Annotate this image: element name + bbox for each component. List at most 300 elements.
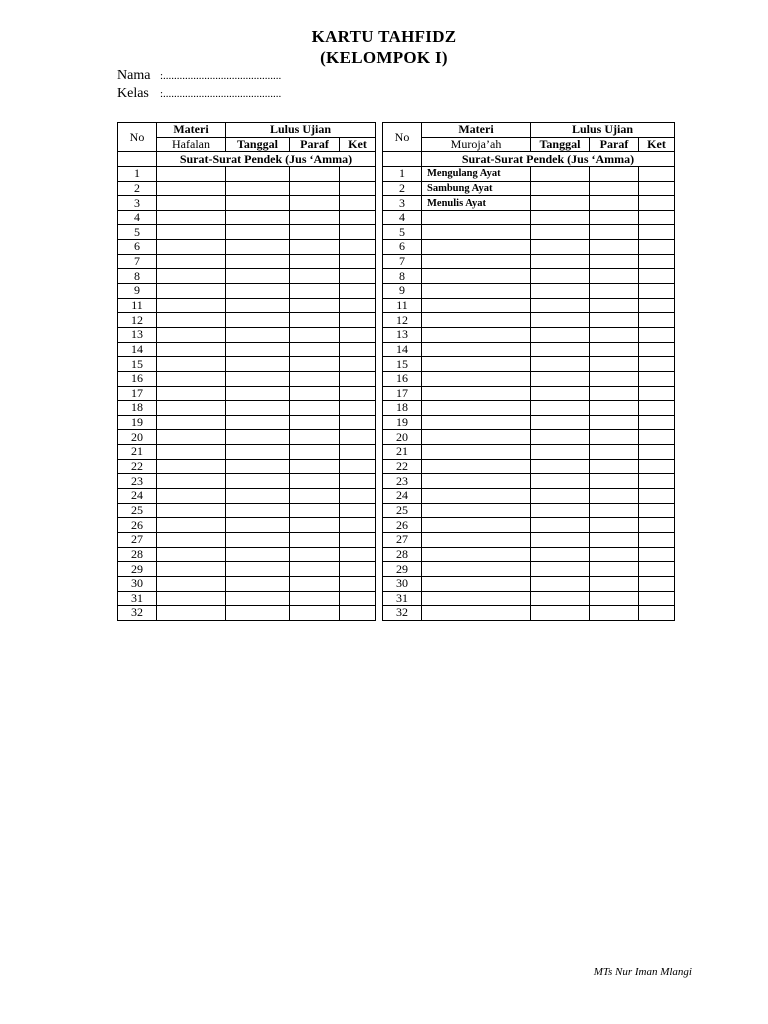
row-materi[interactable]: [157, 254, 226, 269]
row-ket-cell[interactable]: [639, 503, 675, 518]
row-paraf-cell[interactable]: [590, 298, 639, 313]
row-paraf-cell[interactable]: [590, 240, 639, 255]
row-tanggal-cell[interactable]: [531, 474, 590, 489]
row-materi[interactable]: [157, 591, 226, 606]
row-materi[interactable]: [157, 518, 226, 533]
row-number: 2: [383, 181, 422, 196]
row-paraf-cell[interactable]: [290, 503, 340, 518]
row-tanggal-cell[interactable]: [531, 415, 590, 430]
row-ket-cell[interactable]: [639, 166, 675, 181]
table-row: [118, 298, 376, 313]
row-paraf-cell[interactable]: [590, 547, 639, 562]
row-paraf-cell[interactable]: [290, 576, 340, 591]
row-tanggal-cell[interactable]: [531, 386, 590, 401]
row-tanggal-cell[interactable]: [226, 284, 290, 299]
page-subtitle: (KELOMPOK I): [320, 48, 448, 67]
row-ket-cell[interactable]: [340, 357, 376, 372]
row-ket-cell[interactable]: [340, 196, 376, 211]
row-tanggal-cell[interactable]: [226, 518, 290, 533]
row-tanggal-cell[interactable]: [226, 474, 290, 489]
row-materi[interactable]: [422, 254, 531, 269]
row-ket-cell[interactable]: [639, 430, 675, 445]
row-materi[interactable]: [422, 459, 531, 474]
row-paraf-cell[interactable]: [290, 240, 340, 255]
table-row: [383, 415, 675, 430]
row-tanggal-cell[interactable]: [226, 181, 290, 196]
row-paraf-cell[interactable]: [590, 181, 639, 196]
row-number: 16: [383, 371, 422, 386]
row-tanggal-cell[interactable]: [531, 210, 590, 225]
table-row: [118, 327, 376, 342]
row-tanggal-cell[interactable]: [226, 357, 290, 372]
row-tanggal-cell[interactable]: [531, 562, 590, 577]
row-number: 3: [118, 196, 157, 211]
row-materi[interactable]: [422, 591, 531, 606]
row-number: 11: [383, 298, 422, 313]
row-ket-cell[interactable]: [639, 459, 675, 474]
row-tanggal-cell[interactable]: [531, 327, 590, 342]
row-ket-cell[interactable]: [639, 415, 675, 430]
row-materi[interactable]: [422, 489, 531, 504]
row-tanggal-cell[interactable]: [226, 606, 290, 621]
row-ket-cell[interactable]: [639, 284, 675, 299]
row-ket-cell[interactable]: [340, 415, 376, 430]
row-materi[interactable]: [422, 269, 531, 284]
page-title: KARTU TAHFIDZ: [311, 27, 457, 46]
row-paraf-cell[interactable]: [590, 489, 639, 504]
row-tanggal-cell[interactable]: [226, 591, 290, 606]
table-row: [383, 474, 675, 489]
row-tanggal-cell[interactable]: [531, 591, 590, 606]
row-tanggal-cell[interactable]: [531, 357, 590, 372]
row-paraf-cell[interactable]: [590, 532, 639, 547]
row-materi[interactable]: [157, 225, 226, 240]
row-ket-cell[interactable]: [639, 210, 675, 225]
row-ket-cell[interactable]: [340, 401, 376, 416]
row-materi[interactable]: [422, 547, 531, 562]
row-paraf-cell[interactable]: [590, 562, 639, 577]
row-tanggal-cell[interactable]: [531, 196, 590, 211]
row-ket-cell[interactable]: [639, 313, 675, 328]
row-tanggal-cell[interactable]: [226, 342, 290, 357]
row-ket-cell[interactable]: [340, 547, 376, 562]
row-tanggal-cell[interactable]: [226, 401, 290, 416]
row-tanggal-cell[interactable]: [226, 415, 290, 430]
row-tanggal-cell[interactable]: [531, 445, 590, 460]
row-materi[interactable]: [157, 489, 226, 504]
row-ket-cell[interactable]: [340, 576, 376, 591]
row-materi[interactable]: [157, 606, 226, 621]
row-paraf-cell[interactable]: [290, 547, 340, 562]
row-materi[interactable]: [422, 474, 531, 489]
row-number: 31: [118, 591, 157, 606]
row-materi[interactable]: [422, 401, 531, 416]
row-ket-cell[interactable]: [340, 254, 376, 269]
row-materi[interactable]: [157, 459, 226, 474]
section-spacer: [118, 152, 157, 167]
row-ket-cell[interactable]: [340, 166, 376, 181]
row-number: 29: [383, 562, 422, 577]
row-paraf-cell[interactable]: [590, 210, 639, 225]
row-paraf-cell[interactable]: [590, 371, 639, 386]
row-tanggal-cell[interactable]: [531, 181, 590, 196]
row-paraf-cell[interactable]: [590, 503, 639, 518]
table-row: [118, 445, 376, 460]
row-paraf-cell[interactable]: [590, 606, 639, 621]
row-paraf-cell[interactable]: [590, 474, 639, 489]
row-materi[interactable]: [157, 386, 226, 401]
row-paraf-cell[interactable]: [590, 415, 639, 430]
row-ket-cell[interactable]: [639, 327, 675, 342]
row-tanggal-cell[interactable]: [226, 371, 290, 386]
row-tanggal-cell[interactable]: [226, 503, 290, 518]
row-paraf-cell[interactable]: [290, 166, 340, 181]
row-paraf-cell[interactable]: [590, 401, 639, 416]
row-paraf-cell[interactable]: [290, 371, 340, 386]
row-materi[interactable]: [422, 313, 531, 328]
row-tanggal-cell[interactable]: [531, 225, 590, 240]
row-number: 7: [383, 254, 422, 269]
row-paraf-cell[interactable]: [590, 576, 639, 591]
row-ket-cell[interactable]: [340, 474, 376, 489]
row-paraf-cell[interactable]: [590, 313, 639, 328]
row-paraf-cell[interactable]: [290, 489, 340, 504]
row-tanggal-cell[interactable]: [531, 518, 590, 533]
row-materi[interactable]: [422, 430, 531, 445]
row-ket-cell[interactable]: [639, 240, 675, 255]
row-ket-cell[interactable]: [340, 342, 376, 357]
table-row: [118, 357, 376, 372]
row-paraf-cell[interactable]: [590, 196, 639, 211]
row-paraf-cell[interactable]: [290, 518, 340, 533]
row-number: 18: [383, 401, 422, 416]
row-paraf-cell[interactable]: [290, 474, 340, 489]
row-ket-cell[interactable]: [340, 562, 376, 577]
row-materi[interactable]: [157, 166, 226, 181]
row-paraf-cell[interactable]: [290, 532, 340, 547]
row-materi[interactable]: [157, 342, 226, 357]
table-row: [118, 166, 376, 181]
row-tanggal-cell[interactable]: [531, 269, 590, 284]
row-number: 18: [118, 401, 157, 416]
row-ket-cell[interactable]: [639, 181, 675, 196]
row-paraf-cell[interactable]: [290, 298, 340, 313]
row-tanggal-cell[interactable]: [531, 298, 590, 313]
row-materi[interactable]: [157, 415, 226, 430]
header-paraf: Paraf: [590, 137, 639, 152]
row-paraf-cell[interactable]: [590, 459, 639, 474]
row-materi[interactable]: [157, 240, 226, 255]
row-number: 8: [383, 269, 422, 284]
row-ket-cell[interactable]: [639, 254, 675, 269]
row-materi[interactable]: [157, 284, 226, 299]
row-materi[interactable]: [422, 562, 531, 577]
table-row: [118, 401, 376, 416]
row-ket-cell[interactable]: [340, 503, 376, 518]
row-tanggal-cell[interactable]: [226, 269, 290, 284]
row-paraf-cell[interactable]: [590, 254, 639, 269]
field-nama-value[interactable]: :...........................................: [160, 70, 282, 82]
row-ket-cell[interactable]: [340, 313, 376, 328]
row-number: 20: [118, 430, 157, 445]
row-ket-cell[interactable]: [639, 518, 675, 533]
row-materi[interactable]: [157, 503, 226, 518]
row-ket-cell[interactable]: [639, 489, 675, 504]
row-paraf-cell[interactable]: [290, 327, 340, 342]
header-tanggal: Tanggal: [531, 137, 590, 152]
row-ket-cell[interactable]: [340, 518, 376, 533]
row-materi[interactable]: Mengulang Ayat: [422, 166, 531, 181]
row-materi[interactable]: [422, 298, 531, 313]
row-materi[interactable]: [422, 342, 531, 357]
row-tanggal-cell[interactable]: [531, 489, 590, 504]
row-tanggal-cell[interactable]: [226, 225, 290, 240]
row-ket-cell[interactable]: [340, 240, 376, 255]
row-paraf-cell[interactable]: [290, 606, 340, 621]
row-ket-cell[interactable]: [639, 371, 675, 386]
row-tanggal-cell[interactable]: [226, 166, 290, 181]
row-tanggal-cell[interactable]: [226, 489, 290, 504]
row-materi[interactable]: [157, 576, 226, 591]
row-tanggal-cell[interactable]: [226, 210, 290, 225]
row-paraf-cell[interactable]: [290, 284, 340, 299]
row-ket-cell[interactable]: [639, 196, 675, 211]
row-ket-cell[interactable]: [340, 269, 376, 284]
row-tanggal-cell[interactable]: [226, 459, 290, 474]
row-tanggal-cell[interactable]: [531, 576, 590, 591]
row-tanggal-cell[interactable]: [226, 240, 290, 255]
row-materi[interactable]: [157, 562, 226, 577]
row-ket-cell[interactable]: [340, 489, 376, 504]
row-ket-cell[interactable]: [639, 474, 675, 489]
row-paraf-cell[interactable]: [590, 284, 639, 299]
row-materi[interactable]: [157, 210, 226, 225]
row-tanggal-cell[interactable]: [531, 430, 590, 445]
row-ket-cell[interactable]: [639, 269, 675, 284]
row-tanggal-cell[interactable]: [226, 327, 290, 342]
row-number: 21: [383, 445, 422, 460]
row-materi[interactable]: [157, 313, 226, 328]
row-paraf-cell[interactable]: [290, 210, 340, 225]
row-paraf-cell[interactable]: [290, 591, 340, 606]
row-paraf-cell[interactable]: [290, 357, 340, 372]
row-materi[interactable]: [422, 386, 531, 401]
row-tanggal-cell[interactable]: [531, 371, 590, 386]
row-number: 32: [383, 606, 422, 621]
row-ket-cell[interactable]: [639, 591, 675, 606]
row-number: 29: [118, 562, 157, 577]
row-paraf-cell[interactable]: [290, 430, 340, 445]
row-number: 19: [118, 415, 157, 430]
row-materi[interactable]: [422, 576, 531, 591]
row-materi[interactable]: [422, 445, 531, 460]
row-paraf-cell[interactable]: [290, 415, 340, 430]
row-ket-cell[interactable]: [639, 562, 675, 577]
row-number: 7: [118, 254, 157, 269]
row-materi[interactable]: [157, 357, 226, 372]
row-tanggal-cell[interactable]: [226, 532, 290, 547]
row-tanggal-cell[interactable]: [226, 298, 290, 313]
row-materi[interactable]: [157, 547, 226, 562]
row-materi[interactable]: [422, 240, 531, 255]
row-tanggal-cell[interactable]: [226, 562, 290, 577]
row-materi[interactable]: Sambung Ayat: [422, 181, 531, 196]
row-paraf-cell[interactable]: [590, 357, 639, 372]
row-paraf-cell[interactable]: [290, 459, 340, 474]
row-materi[interactable]: [422, 327, 531, 342]
row-materi[interactable]: [422, 210, 531, 225]
row-ket-cell[interactable]: [340, 459, 376, 474]
row-paraf-cell[interactable]: [590, 445, 639, 460]
row-materi[interactable]: [157, 532, 226, 547]
row-ket-cell[interactable]: [340, 371, 376, 386]
row-paraf-cell[interactable]: [290, 269, 340, 284]
row-tanggal-cell[interactable]: [531, 503, 590, 518]
table-body: [118, 166, 376, 620]
row-tanggal-cell[interactable]: [226, 445, 290, 460]
row-paraf-cell[interactable]: [590, 166, 639, 181]
row-tanggal-cell[interactable]: [531, 547, 590, 562]
row-tanggal-cell[interactable]: [226, 547, 290, 562]
row-paraf-cell[interactable]: [590, 225, 639, 240]
row-materi[interactable]: [422, 606, 531, 621]
row-materi[interactable]: [157, 269, 226, 284]
row-tanggal-cell[interactable]: [531, 606, 590, 621]
row-ket-cell[interactable]: [639, 357, 675, 372]
row-materi[interactable]: [422, 518, 531, 533]
row-materi[interactable]: [422, 225, 531, 240]
row-tanggal-cell[interactable]: [531, 313, 590, 328]
row-paraf-cell[interactable]: [290, 254, 340, 269]
row-paraf-cell[interactable]: [290, 181, 340, 196]
row-paraf-cell[interactable]: [590, 386, 639, 401]
table-row: [383, 284, 675, 299]
row-ket-cell[interactable]: [340, 386, 376, 401]
row-tanggal-cell[interactable]: [531, 532, 590, 547]
table-row: [383, 459, 675, 474]
row-materi[interactable]: [157, 181, 226, 196]
row-tanggal-cell[interactable]: [531, 284, 590, 299]
row-ket-cell[interactable]: [639, 576, 675, 591]
row-ket-cell[interactable]: [340, 298, 376, 313]
row-materi[interactable]: [157, 196, 226, 211]
row-ket-cell[interactable]: [340, 284, 376, 299]
section-header: Surat-Surat Pendek (Jus ‘Amma): [422, 152, 675, 167]
row-materi[interactable]: Menulis Ayat: [422, 196, 531, 211]
row-tanggal-cell[interactable]: [226, 386, 290, 401]
table-row: [383, 518, 675, 533]
row-tanggal-cell[interactable]: [531, 459, 590, 474]
table-row: [118, 576, 376, 591]
row-tanggal-cell[interactable]: [226, 430, 290, 445]
field-kelas-value[interactable]: :...........................................: [160, 88, 282, 100]
row-ket-cell[interactable]: [639, 606, 675, 621]
row-materi[interactable]: [157, 327, 226, 342]
row-paraf-cell[interactable]: [290, 562, 340, 577]
row-ket-cell[interactable]: [639, 342, 675, 357]
row-paraf-cell[interactable]: [590, 518, 639, 533]
row-materi[interactable]: [422, 357, 531, 372]
table-row: [118, 518, 376, 533]
row-materi[interactable]: [422, 371, 531, 386]
row-tanggal-cell[interactable]: [226, 313, 290, 328]
row-materi[interactable]: [422, 415, 531, 430]
table-row: [383, 225, 675, 240]
row-ket-cell[interactable]: [639, 298, 675, 313]
row-tanggal-cell[interactable]: [531, 166, 590, 181]
row-tanggal-cell[interactable]: [531, 240, 590, 255]
table-row: [118, 284, 376, 299]
header-ket: Ket: [639, 137, 675, 152]
row-materi[interactable]: [157, 401, 226, 416]
row-paraf-cell[interactable]: [290, 342, 340, 357]
row-materi[interactable]: [157, 445, 226, 460]
row-ket-cell[interactable]: [340, 327, 376, 342]
row-ket-cell[interactable]: [639, 532, 675, 547]
row-ket-cell[interactable]: [340, 225, 376, 240]
row-ket-cell[interactable]: [340, 445, 376, 460]
row-tanggal-cell[interactable]: [226, 254, 290, 269]
row-materi[interactable]: [422, 503, 531, 518]
row-tanggal-cell[interactable]: [531, 401, 590, 416]
row-paraf-cell[interactable]: [290, 313, 340, 328]
row-paraf-cell[interactable]: [290, 445, 340, 460]
section-spacer: [383, 152, 422, 167]
row-paraf-cell[interactable]: [290, 196, 340, 211]
row-ket-cell[interactable]: [340, 181, 376, 196]
row-ket-cell[interactable]: [639, 386, 675, 401]
table-row: [383, 606, 675, 621]
row-tanggal-cell[interactable]: [226, 576, 290, 591]
row-ket-cell[interactable]: [340, 606, 376, 621]
table-row: [118, 386, 376, 401]
field-nama-label: Nama: [117, 68, 151, 83]
row-number: 5: [118, 225, 157, 240]
table-row: [118, 254, 376, 269]
header-no: No: [118, 123, 157, 152]
row-materi[interactable]: [157, 430, 226, 445]
row-paraf-cell[interactable]: [590, 342, 639, 357]
row-ket-cell[interactable]: [340, 430, 376, 445]
table-row: [383, 371, 675, 386]
row-ket-cell[interactable]: [340, 591, 376, 606]
row-ket-cell[interactable]: [340, 532, 376, 547]
row-tanggal-cell[interactable]: [531, 342, 590, 357]
row-materi[interactable]: [157, 371, 226, 386]
row-tanggal-cell[interactable]: [531, 254, 590, 269]
row-tanggal-cell[interactable]: [226, 196, 290, 211]
row-materi[interactable]: [422, 284, 531, 299]
row-materi[interactable]: [422, 532, 531, 547]
row-ket-cell[interactable]: [340, 210, 376, 225]
row-ket-cell[interactable]: [639, 401, 675, 416]
row-paraf-cell[interactable]: [590, 591, 639, 606]
row-paraf-cell[interactable]: [290, 386, 340, 401]
row-number: 6: [118, 240, 157, 255]
row-paraf-cell[interactable]: [590, 430, 639, 445]
table-row: [118, 532, 376, 547]
table-row: [383, 503, 675, 518]
row-paraf-cell[interactable]: [590, 327, 639, 342]
row-paraf-cell[interactable]: [290, 401, 340, 416]
row-ket-cell[interactable]: [639, 225, 675, 240]
row-ket-cell[interactable]: [639, 445, 675, 460]
row-ket-cell[interactable]: [639, 547, 675, 562]
row-materi[interactable]: [157, 474, 226, 489]
row-paraf-cell[interactable]: [590, 269, 639, 284]
row-materi[interactable]: [157, 298, 226, 313]
row-paraf-cell[interactable]: [290, 225, 340, 240]
